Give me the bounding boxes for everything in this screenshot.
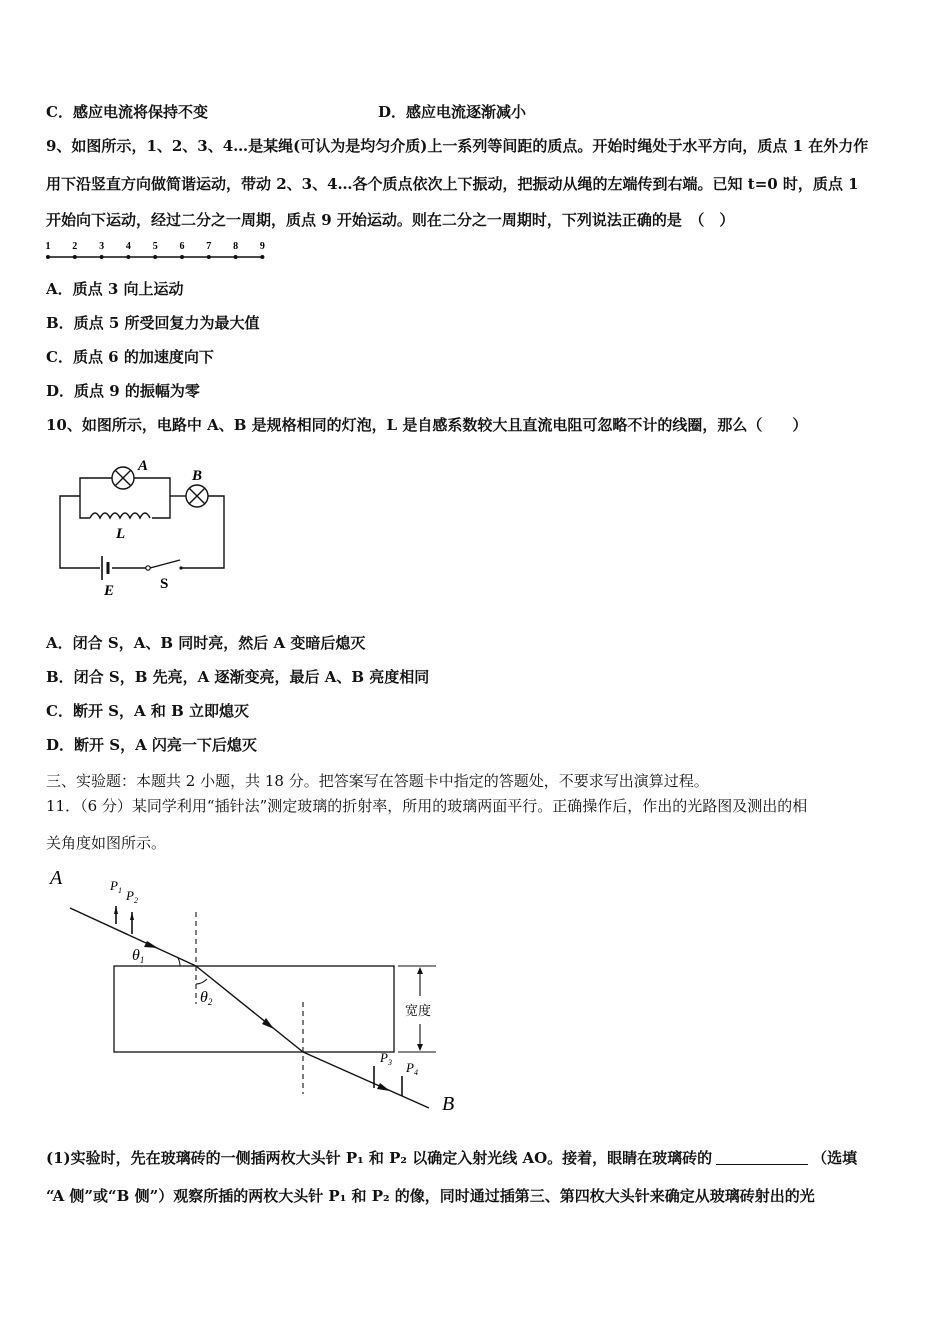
q8-option-c: C．感应电流将保持不变: [46, 103, 208, 121]
label-point-a: A: [50, 867, 63, 889]
theta2-arc: [196, 979, 207, 984]
switch-icon: [150, 560, 180, 568]
rope-particle-1: [46, 255, 50, 259]
pins: [116, 906, 402, 1096]
wire-a-left: [80, 478, 112, 496]
wire-right-loop: [182, 496, 224, 568]
rope-particle-5: [153, 255, 157, 259]
refracted-ray: [196, 966, 303, 1052]
label-theta2: θ2: [200, 989, 213, 1007]
q9-stem-line3: 开始向下运动，经过二分之一周期，质点 9 开始运动。则在二分之一周期时，下列说法正确的是 （ ）: [46, 211, 735, 229]
rope-particle-3: [100, 255, 104, 259]
rope-particle-7: [207, 255, 211, 259]
rope-particle-9: [260, 255, 264, 259]
q11-part1-line2: “A 侧”或“B 侧”）观察所插的两枚大头针 P₁ 和 P₂ 的像，同时通过插第三、第四枚大头针来确定从玻璃砖射出的光: [46, 1187, 815, 1205]
coil-icon: [90, 513, 150, 518]
rope-label-8: 8: [233, 241, 239, 252]
q11-part1-text-after: （选填: [812, 1149, 858, 1167]
label-pin-p1: $P_1$: [110, 878, 122, 895]
label-lamp-b: B: [192, 468, 203, 484]
q11-part1-line1: [46, 1148, 857, 1168]
rope-particle-6: [180, 255, 184, 259]
q9-option-b: B．质点 5 所受回复力为最大值: [46, 314, 260, 332]
q9-option-d: D．质点 9 的振幅为零: [46, 382, 200, 400]
wire-coil-left: [80, 496, 90, 518]
label-width: 宽度: [405, 1003, 432, 1018]
rope-label-3: 3: [99, 241, 105, 252]
rope-label-4: 4: [125, 241, 131, 252]
label-pin-p2: $P_2$: [126, 888, 138, 905]
arrow-incident: [144, 941, 158, 948]
rope-label-1: 1: [45, 241, 51, 252]
q9-stem-line1: 9、如图所示，1、2、3、4…是某绳(可认为是均匀介质)上一系列等间距的质点。开始时绳处于水平方向，质点 1 在外力作: [46, 137, 869, 155]
q10-option-a: A．闭合 S，A、B 同时亮，然后 A 变暗后熄灭: [46, 634, 366, 652]
label-pin-p3: $P_3$: [380, 1050, 392, 1067]
q11-part1-text-before: (1)实验时，先在玻璃砖的一侧插两枚大头针 P₁ 和 P₂ 以确定入射光线 AO。接着，眼睛在玻璃砖的: [46, 1149, 713, 1167]
q8-option-d: D．感应电流逐渐减小: [378, 103, 527, 121]
label-battery: E: [104, 583, 115, 599]
arrow-emergent: [377, 1083, 390, 1091]
q11-refraction-figure: [44, 862, 474, 1120]
q9-option-a: A．质点 3 向上运动: [46, 280, 184, 298]
q10-option-c: C．断开 S，A 和 B 立即熄灭: [46, 702, 249, 720]
rope-particle-8: [234, 255, 238, 259]
rope-label-9: 9: [259, 241, 265, 252]
rope-label-6: 6: [179, 241, 185, 252]
label-theta1: θ1: [132, 947, 145, 965]
wire-a-right: [134, 478, 170, 496]
q9-rope-figure: [40, 240, 280, 264]
rope-particle-2: [73, 255, 77, 259]
section3-heading: 三、实验题：本题共 2 小题，共 18 分。把答案写在答题卡中指定的答题处，不要求写出演算过程。: [46, 772, 709, 790]
label-switch: S: [160, 576, 169, 592]
glass-block: [114, 966, 394, 1052]
rope-particle-4: [126, 255, 130, 259]
q9-stem-line2: 用下沿竖直方向做简谐运动，带动 2、3、4…各个质点依次上下振动，把振动从绳的左端传到右端。已知 t=0 时，质点 1: [46, 175, 859, 193]
label-point-b: B: [442, 1093, 455, 1115]
q9-option-c: C．质点 6 的加速度向下: [46, 348, 214, 366]
q10-stem: 10、如图所示，电路中 A、B 是规格相同的灯泡，L 是自感系数较大且直流电阻可忽略不计的线圈，那么（ ）: [46, 416, 808, 434]
label-pin-p4: $P_4$: [406, 1060, 418, 1077]
label-lamp-a: A: [138, 458, 149, 474]
q11-stem-line1: 11．（6 分）某同学利用“插针法”测定玻璃的折射率，所用的玻璃两面平行。正确操作后，作出的光路图及测出的相: [46, 797, 808, 815]
rope-label-7: 7: [206, 241, 212, 252]
label-coil: L: [116, 526, 126, 542]
answer-blank[interactable]: [716, 1150, 808, 1165]
q11-stem-line2: 关角度如图所示。: [46, 834, 167, 852]
wire-coil-right: [152, 496, 170, 518]
q10-option-d: D．断开 S，A 闪亮一下后熄灭: [46, 736, 257, 754]
rope-label-5: 5: [152, 241, 158, 252]
rope-label-2: 2: [72, 241, 78, 252]
q10-circuit-figure: [52, 458, 232, 600]
q10-option-b: B．闭合 S，B 先亮，A 逐渐变亮，最后 A、B 亮度相同: [46, 668, 430, 686]
